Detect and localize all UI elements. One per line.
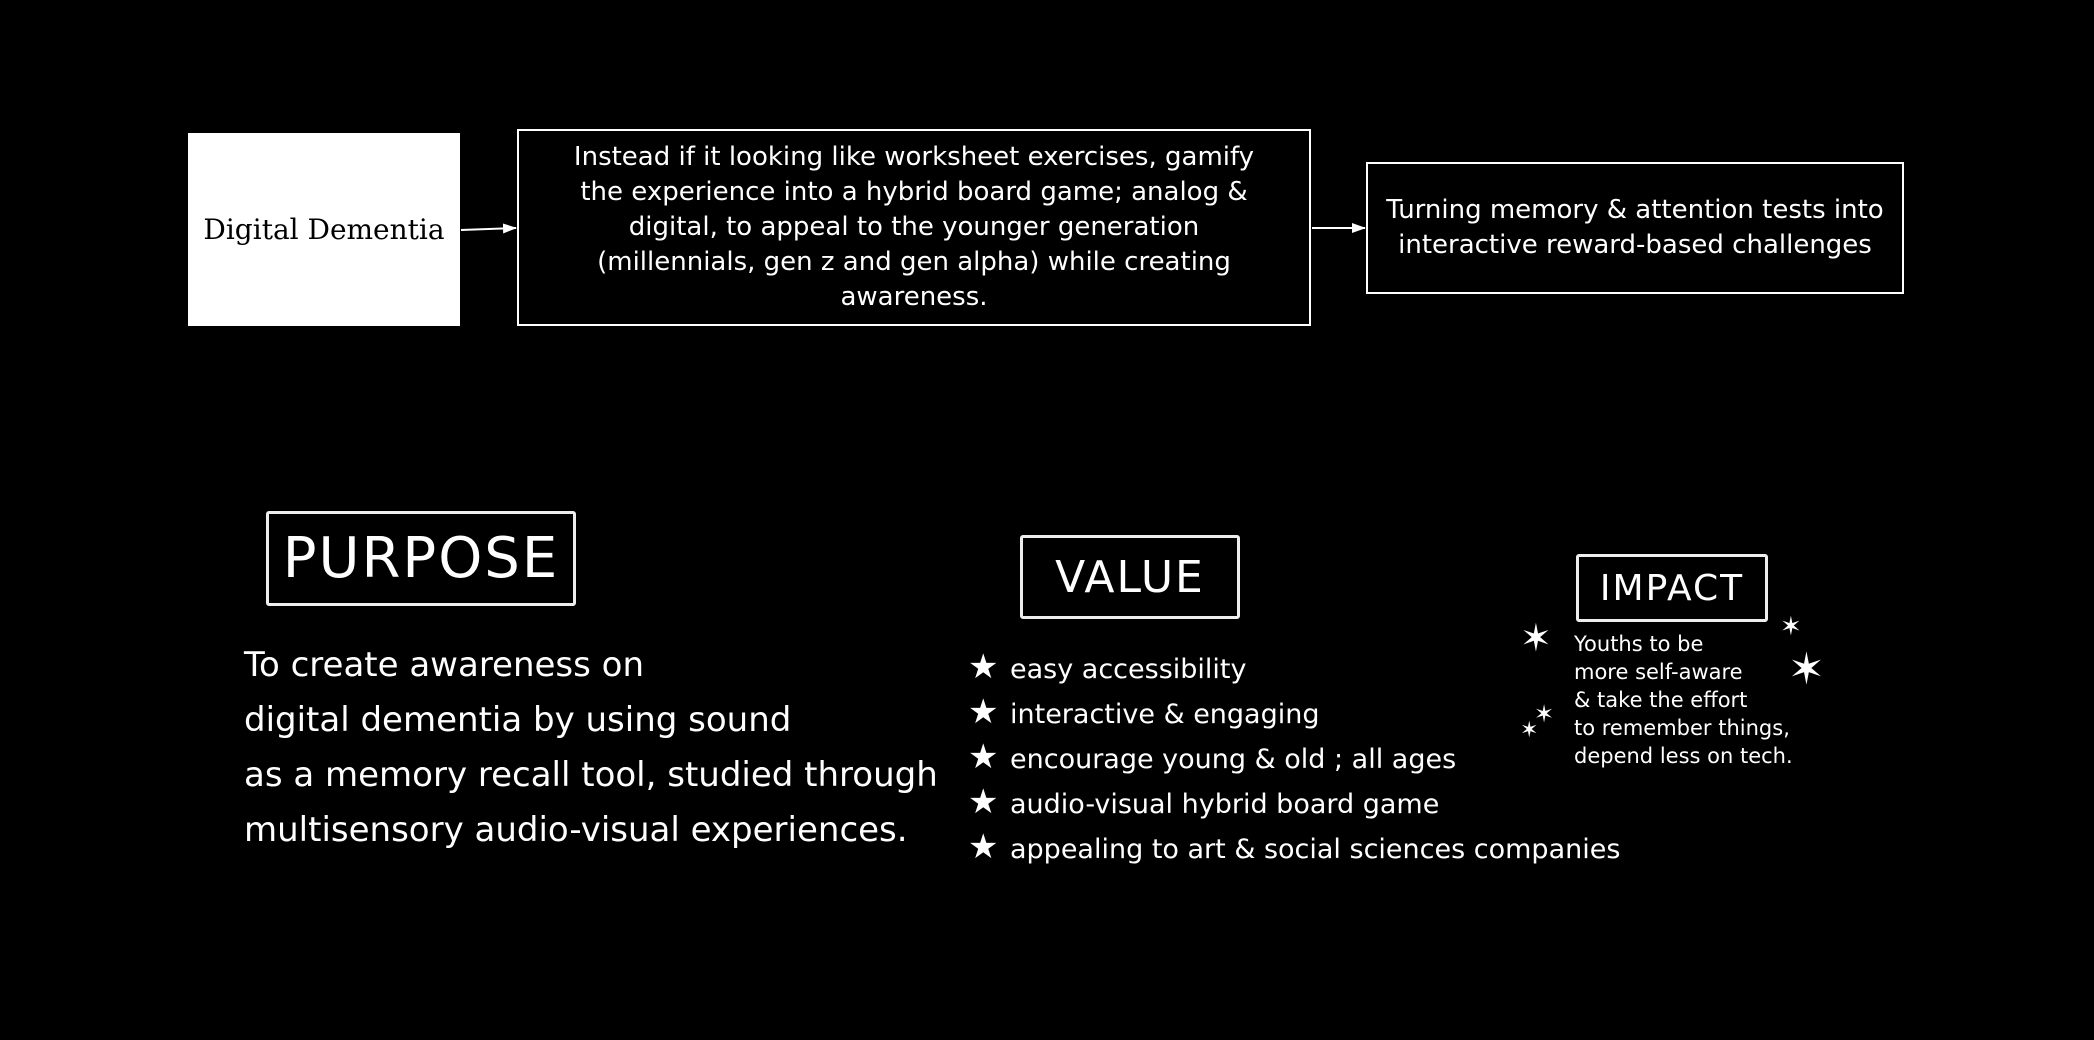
value-list <box>968 645 1620 870</box>
star-icon: ✶ <box>1520 718 1539 743</box>
list-item: ★ interactive & engaging <box>968 690 1620 735</box>
value-heading: VALUE <box>1020 535 1240 619</box>
purpose-heading: PURPOSE <box>266 511 576 606</box>
purpose-text: To create awareness on digital dementia by using sound as a memory recall tool, studied through multisensory audio-visual experiences. <box>244 645 938 850</box>
list-item: ★ appealing to art & social sciences companies <box>968 825 1620 870</box>
star-icon: ✶ <box>1788 644 1825 695</box>
impact-text: Youths to be more self-aware & take the effort to remember things, depend less on tech. <box>1574 632 1793 768</box>
gamify-description-text: Instead if it looking like worksheet exercises, gamify the experience into a hybrid board game; analog & digital, to appeal to the younger generation (millennials, gen z and gen alpha) while creating awareness. <box>573 142 1255 312</box>
impact-heading: IMPACT <box>1576 554 1768 622</box>
star-icon: ✶ <box>1780 612 1802 642</box>
list-item: ★ audio-visual hybrid board game <box>968 780 1620 825</box>
star-icon: ★ <box>968 737 999 777</box>
star-icon: ✶ <box>1534 700 1555 728</box>
reward-challenges-text: Turning memory & attention tests into interactive reward-based challenges <box>1386 195 1884 260</box>
arrow-right-icon <box>461 228 516 230</box>
star-icon: ★ <box>968 827 999 867</box>
list-item: ★ easy accessibility <box>968 645 1620 690</box>
digital-dementia-label: Digital Dementia <box>203 213 445 246</box>
star-icon: ★ <box>968 692 999 732</box>
star-icon: ★ <box>968 782 999 822</box>
list-item: ★ encourage young & old ; all ages <box>968 735 1620 780</box>
star-icon: ★ <box>968 647 999 687</box>
star-icon: ✶ <box>1520 616 1552 660</box>
